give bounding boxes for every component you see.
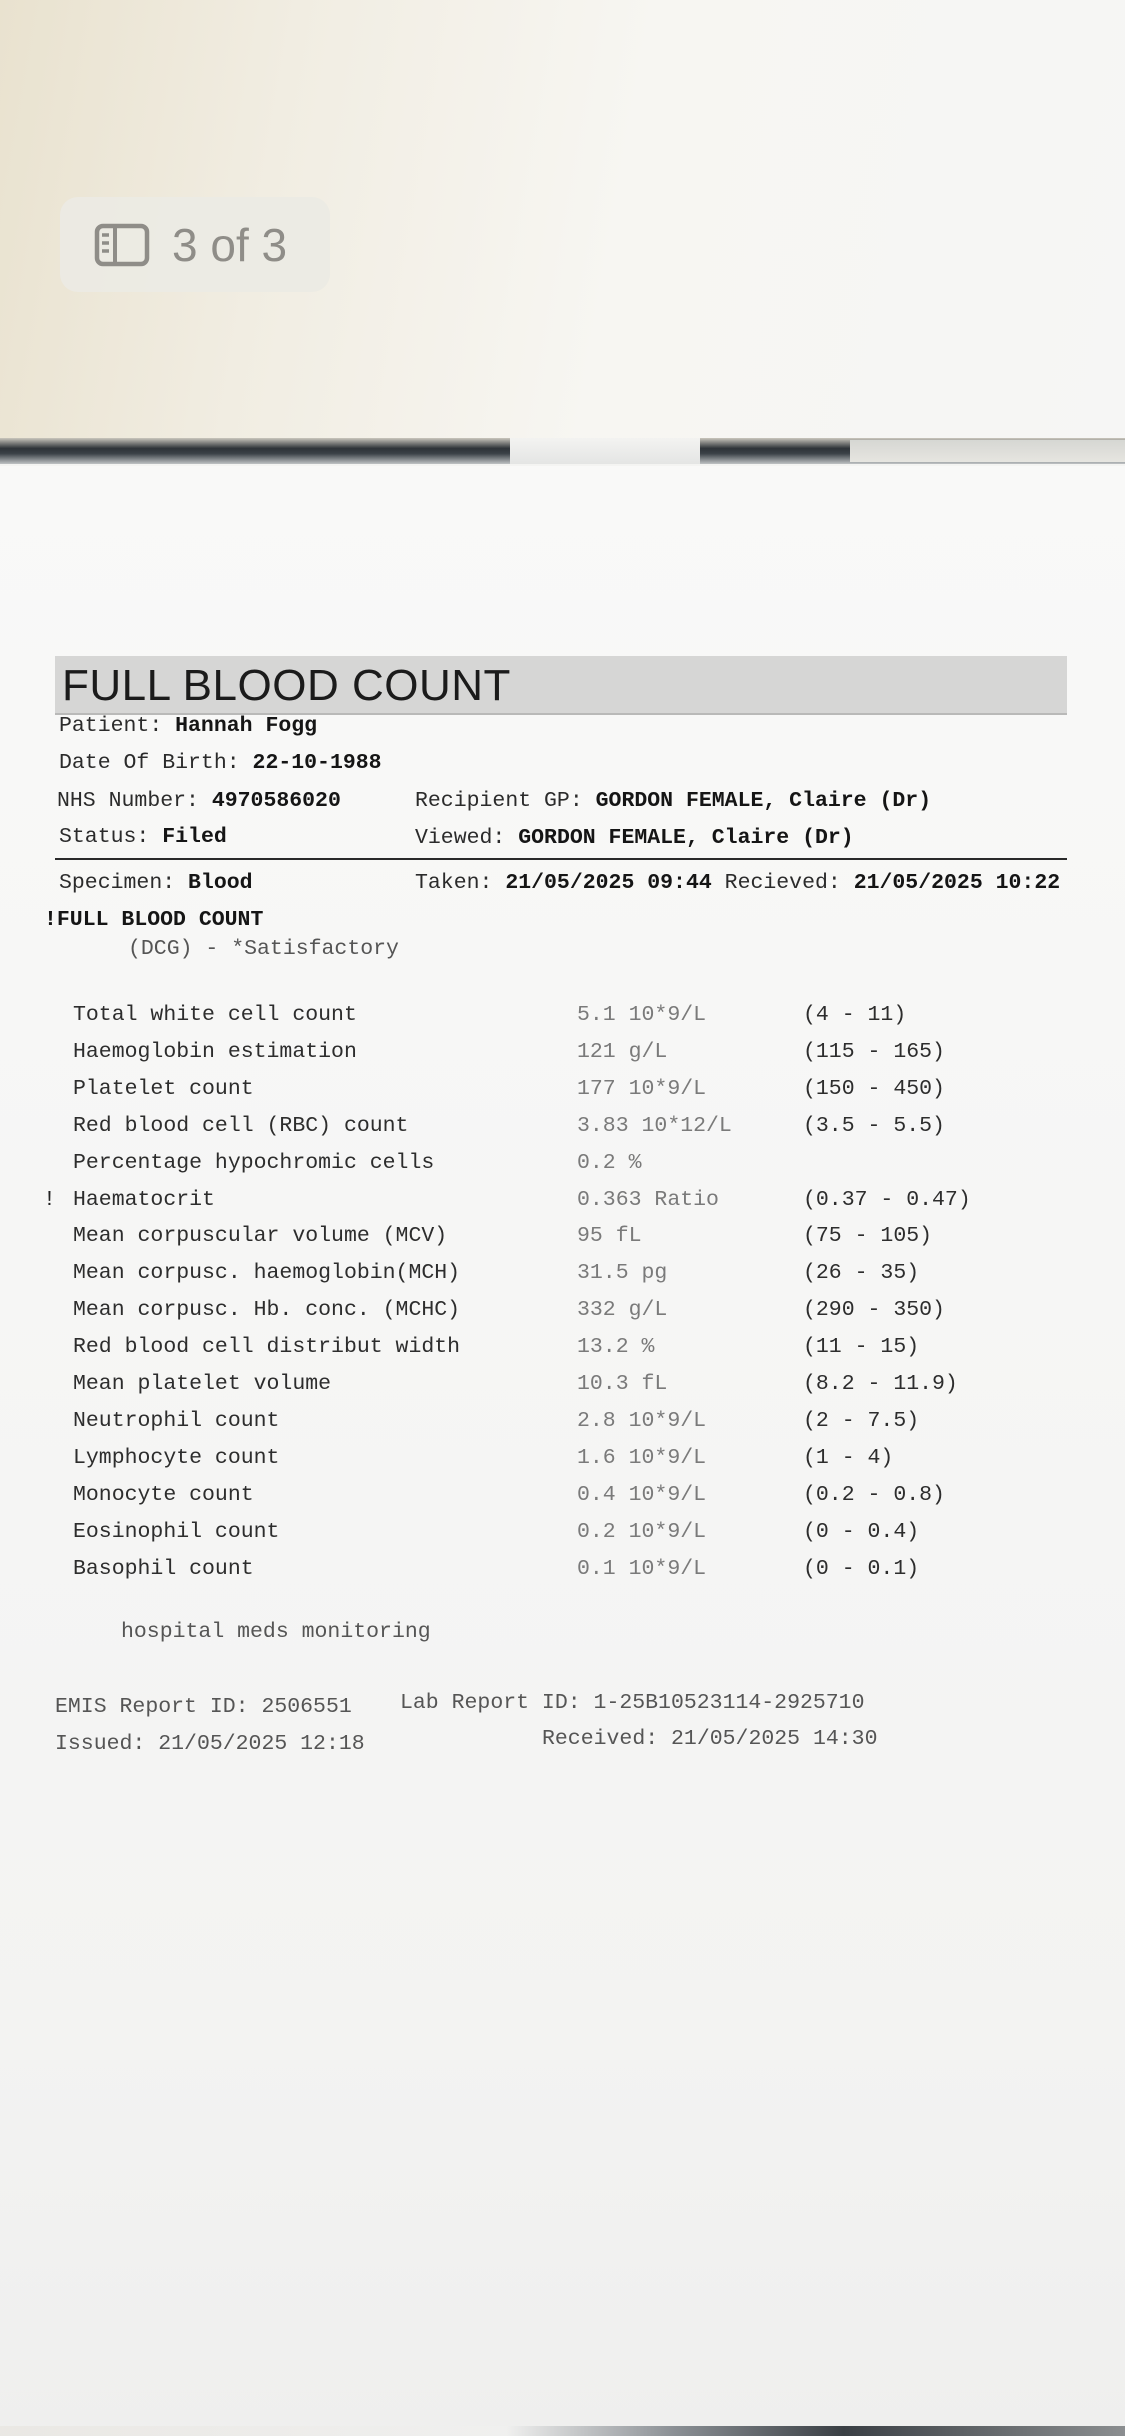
result-row <box>0 1520 1125 1550</box>
result-name: Mean corpuscular volume (MCV) <box>73 1224 448 1248</box>
result-range: (150 - 450) <box>803 1077 945 1101</box>
paper-edge-shadow <box>0 438 1125 464</box>
section-subtitle: (DCG) - *Satisfactory <box>128 937 399 961</box>
specimen-row: Specimen: Blood <box>59 871 253 895</box>
status-value: Filed <box>162 825 227 849</box>
comment-text: hospital meds monitoring <box>121 1620 431 1644</box>
result-row <box>0 1151 1125 1181</box>
result-name: Haematocrit <box>73 1188 215 1212</box>
recipient-gp: GORDON FEMALE, Claire (Dr) <box>595 789 932 813</box>
taken-received-row: Taken: 21/05/2025 09:44 Recieved: 21/05/2025 10:22 <box>415 871 1061 895</box>
result-value: 1.6 10*9/L <box>577 1446 707 1470</box>
photo-background-bottom <box>0 2426 1125 2436</box>
specimen-value: Blood <box>188 871 253 895</box>
result-name: Haemoglobin estimation <box>73 1040 357 1064</box>
recipient-gp-row: Recipient GP: GORDON FEMALE, Claire (Dr) <box>415 789 932 813</box>
result-row <box>0 1040 1125 1070</box>
result-range: (0 - 0.1) <box>803 1557 920 1581</box>
result-range: (75 - 105) <box>803 1224 933 1248</box>
result-range: (1 - 4) <box>803 1446 894 1470</box>
result-name: Eosinophil count <box>73 1520 280 1544</box>
result-name: Lymphocyte count <box>73 1446 280 1470</box>
section-flag: ! <box>44 908 57 932</box>
result-range: (8.2 - 11.9) <box>803 1372 958 1396</box>
result-row <box>0 1372 1125 1402</box>
result-row <box>0 1446 1125 1476</box>
taken-time: 21/05/2025 09:44 <box>505 871 712 895</box>
result-value: 332 g/L <box>577 1298 668 1322</box>
result-value: 10.3 fL <box>577 1372 668 1396</box>
result-row <box>0 1077 1125 1107</box>
received-time: 21/05/2025 10:22 <box>853 871 1061 895</box>
nhs-number: 4970586020 <box>211 789 341 813</box>
result-name: Monocyte count <box>73 1483 254 1507</box>
result-name: Red blood cell distribut width <box>73 1335 461 1359</box>
result-row <box>0 1298 1125 1328</box>
result-value: 31.5 pg <box>577 1261 668 1285</box>
result-value: 0.1 10*9/L <box>577 1557 707 1581</box>
result-value: 0.2 % <box>577 1151 642 1175</box>
dob-row: Date Of Birth: 22-10-1988 <box>59 751 382 775</box>
result-name: Basophil count <box>73 1557 254 1581</box>
result-range: (0 - 0.4) <box>803 1520 920 1544</box>
result-name: Total white cell count <box>73 1003 357 1027</box>
result-name: Neutrophil count <box>73 1409 280 1433</box>
patient-name: Hannah Fogg <box>175 714 318 738</box>
result-range: (26 - 35) <box>803 1261 920 1285</box>
result-name: Mean corpusc. Hb. conc. (MCHC) <box>73 1298 461 1322</box>
result-name: Red blood cell (RBC) count <box>73 1114 409 1138</box>
header-divider <box>55 858 1067 860</box>
result-row <box>0 1335 1125 1365</box>
result-range: (4 - 11) <box>803 1003 907 1027</box>
report-title: FULL BLOOD COUNT <box>62 661 511 710</box>
result-value: 13.2 % <box>577 1335 655 1359</box>
lab-report-id: Lab Report ID: 1-25B10523114-2925710 <box>400 1691 865 1715</box>
issued-date: Issued: 21/05/2025 12:18 <box>55 1732 365 1756</box>
result-row <box>0 1483 1125 1513</box>
page-counter-label: 3 of 3 <box>172 218 288 271</box>
footer-received-date: Received: 21/05/2025 14:30 <box>542 1727 878 1751</box>
patient-row: Patient: Hannah Fogg <box>59 714 318 738</box>
result-value: 0.4 10*9/L <box>577 1483 707 1507</box>
result-range: (290 - 350) <box>803 1298 945 1322</box>
page-counter-badge[interactable] <box>60 197 330 292</box>
result-range: (0.37 - 0.47) <box>803 1188 971 1212</box>
section-header <box>44 908 263 932</box>
section-title: FULL BLOOD COUNT <box>56 908 264 932</box>
result-row <box>0 1114 1125 1144</box>
result-value: 2.8 10*9/L <box>577 1409 707 1433</box>
result-range: (115 - 165) <box>803 1040 945 1064</box>
viewed-by: GORDON FEMALE, Claire (Dr) <box>518 826 854 850</box>
result-range: (11 - 15) <box>803 1335 920 1359</box>
result-range: (3.5 - 5.5) <box>803 1114 945 1138</box>
viewed-row: Viewed: GORDON FEMALE, Claire (Dr) <box>415 826 854 850</box>
result-name: Mean platelet volume <box>73 1372 332 1396</box>
result-row <box>0 1261 1125 1291</box>
result-value: 0.363 Ratio <box>577 1188 719 1212</box>
result-value: 0.2 10*9/L <box>577 1520 707 1544</box>
result-row <box>0 1003 1125 1033</box>
result-value: 121 g/L <box>577 1040 668 1064</box>
result-row <box>0 1188 1125 1218</box>
result-row <box>0 1409 1125 1439</box>
result-value: 95 fL <box>577 1224 642 1248</box>
result-value: 3.83 10*12/L <box>577 1114 732 1138</box>
result-range: (2 - 7.5) <box>803 1409 920 1433</box>
result-value: 5.1 10*9/L <box>577 1003 707 1027</box>
result-name: Mean corpusc. haemoglobin(MCH) <box>73 1261 461 1285</box>
result-name: Platelet count <box>73 1077 254 1101</box>
emis-report-id: EMIS Report ID: 2506551 <box>55 1695 352 1719</box>
result-range: (0.2 - 0.8) <box>803 1483 945 1507</box>
result-value: 177 10*9/L <box>577 1077 707 1101</box>
result-flag: ! <box>43 1188 56 1212</box>
status-row: Status: Filed <box>59 825 227 849</box>
nhs-row: NHS Number: 4970586020 <box>57 789 341 813</box>
sidebar-panel-icon <box>94 223 150 267</box>
result-row <box>0 1557 1125 1587</box>
result-name: Percentage hypochromic cells <box>73 1151 435 1175</box>
dob-value: 22-10-1988 <box>252 751 382 775</box>
result-row <box>0 1224 1125 1254</box>
